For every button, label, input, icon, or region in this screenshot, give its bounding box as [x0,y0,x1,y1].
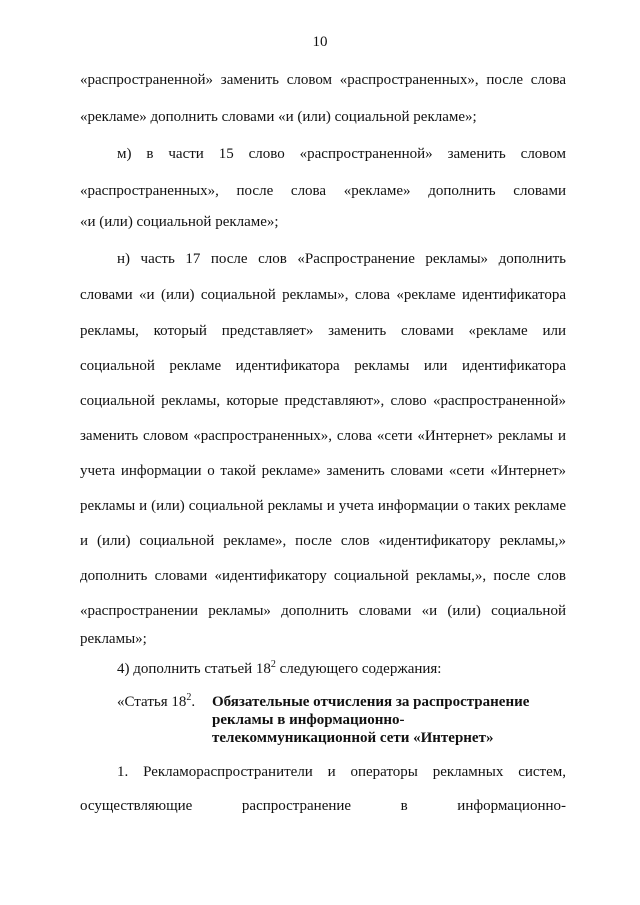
text-line: рекламы и (или) социальной рекламы и учета информации о таких рекламе [80,498,566,514]
text-line: словами «и (или) социальной рекламы», слова «рекламе идентификатора [80,287,566,303]
text-line: и (или) социальной рекламе», после слов «идентификатору рекламы,» [80,533,566,549]
article-label-text: «Статья 18 [117,694,187,710]
superscript: 2 [186,692,192,703]
item-4-line [117,660,566,678]
article-label-dot: . [191,694,196,710]
superscript: 2 [270,659,276,670]
text-line: социальной рекламе идентификатора рекламы или идентификатора [80,358,566,374]
item-4-text-end: следующего содержания: [275,661,442,677]
text-line: социальной рекламы, которые представляют», слово «распространенной» [80,393,566,409]
text-line: «и (или) социальной рекламе»; [80,214,279,230]
text-line: «распространенной» заменить словом «распространенных», после слова [80,72,566,88]
page-number: 10 [312,34,328,50]
text-line: «распространенных», после слова «рекламе» дополнить словами [80,183,566,199]
text-line: заменить словом «распространенных», слова «сети «Интернет» рекламы и [80,428,566,444]
text-line: м) в части 15 слово «распространенной» заменить словом [117,146,566,162]
text-line: «распространении рекламы» дополнить словами «и (или) социальной [80,603,566,619]
text-line: н) часть 17 после слов «Распространение рекламы» дополнить [117,251,566,267]
text-line: рекламы, который представляет» заменить словами «рекламе или [80,323,566,339]
article-title-line: рекламы в информационно- [212,712,405,728]
text-line: 1. Рекламораспространители и операторы рекламных систем, [117,764,566,780]
article-label [117,693,195,711]
article-title [212,693,572,747]
text-line: осуществляющие распространение в информационно- [80,798,566,814]
article-title-line: телекоммуникационной сети «Интернет» [212,730,494,746]
text-line: дополнить словами «идентификатору социальной рекламы,», после слов [80,568,566,584]
text-line: учета информации о такой рекламе» заменить словами «сети «Интернет» [80,463,566,479]
text-line: «рекламе» дополнить словами «и (или) социальной рекламе»; [80,109,477,125]
item-4-text: 4) дополнить статьей 18 [117,661,271,677]
article-title-line: Обязательные отчисления за распространение [212,694,530,710]
text-line: рекламы»; [80,631,147,647]
